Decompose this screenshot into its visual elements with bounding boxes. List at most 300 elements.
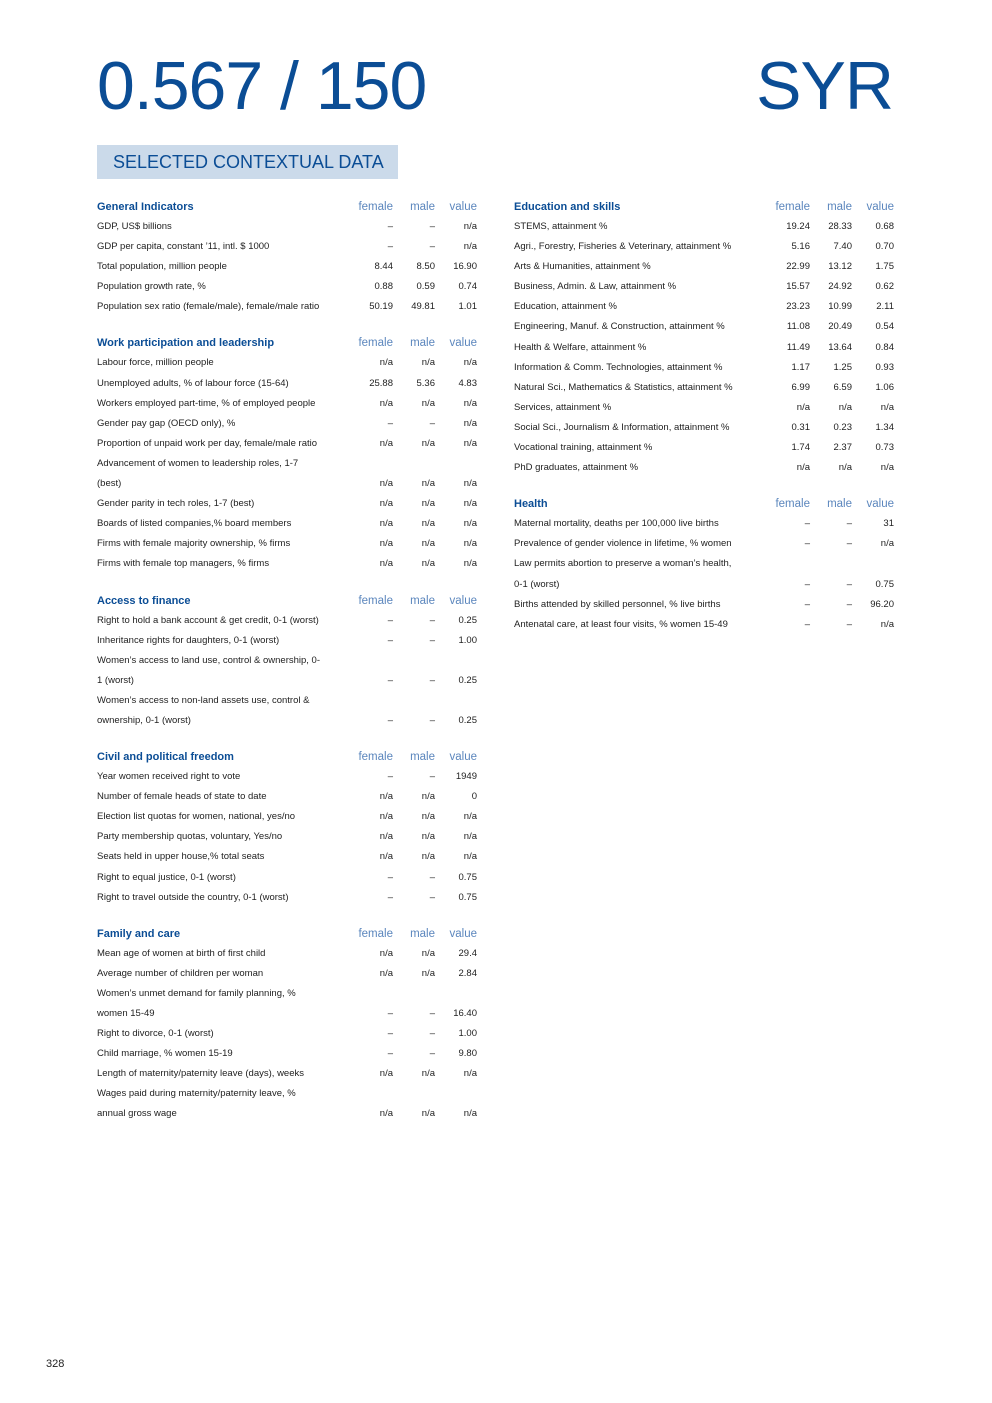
female-value: n/a (379, 538, 393, 550)
overall-value: 0 (471, 791, 477, 803)
male-value: – (429, 1048, 435, 1060)
overall-value: n/a (880, 462, 894, 474)
country-code: SYR (756, 48, 893, 124)
female-value: – (387, 1048, 393, 1060)
overall-value: 0.25 (458, 674, 477, 686)
male-value: 1.25 (833, 361, 852, 373)
overall-value: 0.25 (458, 614, 477, 626)
column-header: female (358, 751, 393, 764)
male-value: n/a (421, 791, 435, 803)
female-value: 8.44 (374, 261, 393, 273)
overall-value: n/a (463, 437, 477, 449)
male-value: – (429, 771, 435, 783)
female-value: n/a (379, 498, 393, 510)
section-header (514, 197, 894, 217)
male-value: 28.33 (828, 221, 852, 232)
section-header (97, 747, 477, 767)
table-row (97, 414, 477, 434)
overall-value: 0.75 (458, 891, 477, 903)
female-value: – (387, 771, 393, 783)
row-label: Births attended by skilled personnel, % live births (514, 598, 721, 610)
table-row (97, 631, 477, 651)
male-value: 6.59 (833, 381, 852, 393)
table-row (97, 1104, 477, 1124)
data-section (97, 197, 477, 317)
female-value: – (387, 714, 393, 726)
column-header: male (410, 751, 435, 764)
female-value: – (387, 674, 393, 686)
overall-value: 16.90 (453, 261, 477, 273)
male-value: – (846, 518, 852, 530)
table-row (514, 514, 894, 534)
row-label: annual gross wage (97, 1108, 177, 1120)
section-title: Education and skills (514, 201, 621, 213)
table-row (514, 615, 894, 635)
row-label: Firms with female top managers, % firms (97, 558, 270, 570)
male-value: n/a (421, 357, 435, 369)
female-value: – (804, 598, 810, 610)
overall-value: n/a (463, 397, 477, 409)
table-row (97, 514, 477, 534)
male-value: 13.64 (828, 341, 852, 353)
column-header: female (358, 337, 393, 350)
row-label: Seats held in upper house,% total seats (97, 851, 265, 863)
row-label: Business, Admin. & Law, attainment % (514, 281, 677, 293)
row-label: Boards of listed companies,% board members (97, 518, 292, 530)
row-label: Workers employed part-time, % of employed people (97, 397, 316, 409)
female-value: – (387, 241, 393, 253)
row-label: Natural Sci., Mathematics & Statistics, attainment % (514, 381, 733, 393)
column-header: female (358, 927, 393, 940)
male-value: 13.12 (828, 261, 852, 273)
table-row (514, 317, 894, 337)
table-row (514, 338, 894, 358)
row-label: Health & Welfare, attainment % (514, 341, 647, 353)
page-number: 328 (46, 1358, 65, 1370)
row-label: Population growth rate, % (97, 281, 206, 293)
row-label: (best) (97, 478, 122, 490)
table-row (97, 1024, 477, 1044)
row-label: Vocational training, attainment % (514, 442, 653, 454)
table-row (97, 353, 477, 373)
overall-value: n/a (463, 538, 477, 550)
female-value: n/a (379, 967, 393, 979)
column-header: value (449, 337, 477, 350)
table-row (97, 1084, 477, 1104)
overall-value: 2.84 (458, 967, 477, 979)
female-value: n/a (379, 357, 393, 369)
table-row (97, 651, 477, 671)
female-value: n/a (379, 558, 393, 570)
overall-value: n/a (463, 831, 477, 843)
column-header: female (358, 594, 393, 607)
overall-value: 4.83 (458, 377, 477, 389)
male-value: n/a (421, 1108, 435, 1120)
row-label: Child marriage, % women 15-19 (97, 1048, 233, 1060)
male-value: n/a (421, 518, 435, 530)
female-value: n/a (379, 1108, 393, 1120)
section-header (97, 591, 477, 611)
overall-value: 1.75 (875, 261, 894, 273)
table-row (514, 237, 894, 257)
table-row (97, 1064, 477, 1084)
table-row (514, 257, 894, 277)
section-title: Health (514, 498, 548, 511)
table-row (97, 964, 477, 984)
row-label: Right to equal justice, 0-1 (worst) (97, 871, 236, 883)
row-label: Gender pay gap (OECD only), % (97, 417, 236, 429)
section-header (514, 494, 894, 514)
row-label: Year women received right to vote (97, 771, 241, 783)
left-column (97, 197, 477, 1141)
female-value: – (804, 618, 810, 630)
male-value: n/a (421, 811, 435, 823)
female-value: 0.31 (791, 421, 810, 433)
overall-value: n/a (463, 478, 477, 490)
table-row (97, 787, 477, 807)
overall-value: 0.70 (875, 241, 894, 253)
overall-value: 1.06 (875, 381, 894, 393)
row-label: ownership, 0-1 (worst) (97, 714, 191, 726)
overall-value: 0.74 (458, 281, 477, 293)
row-label: Election list quotas for women, national, yes/no (97, 811, 296, 823)
male-value: n/a (421, 831, 435, 843)
row-label: Women’s access to non-land assets use, control & (97, 694, 310, 706)
male-value: 8.50 (416, 261, 435, 273)
overall-value: 96.20 (870, 598, 894, 610)
table-row (97, 807, 477, 827)
data-section (514, 494, 894, 635)
female-value: n/a (379, 791, 393, 803)
table-row (97, 671, 477, 691)
row-label: GDP, US$ billions (97, 221, 172, 232)
male-value: – (846, 618, 852, 630)
row-label: Advancement of women to leadership roles, 1-7 (97, 457, 299, 469)
table-row (97, 868, 477, 888)
male-value: 10.99 (828, 301, 852, 313)
female-value: 19.24 (786, 221, 810, 232)
male-value: 24.92 (828, 281, 852, 293)
female-value: n/a (796, 401, 810, 413)
male-value: – (846, 598, 852, 610)
overall-value: 16.40 (453, 1008, 477, 1019)
overall-value: 0.68 (875, 221, 894, 232)
male-value: n/a (421, 498, 435, 510)
female-value: 0.88 (374, 281, 393, 293)
row-label: Engineering, Manuf. & Construction, attainment % (514, 321, 725, 333)
section-title: Access to finance (97, 594, 191, 607)
table-row (97, 534, 477, 554)
male-value: – (429, 634, 435, 646)
overall-value: n/a (463, 498, 477, 510)
row-label: Information & Comm. Technologies, attainment % (514, 361, 723, 373)
female-value: 23.23 (786, 301, 810, 313)
female-value: 11.08 (786, 321, 810, 333)
table-row (514, 297, 894, 317)
male-value: 7.40 (833, 241, 852, 253)
row-label: Proportion of unpaid work per day, female/male ratio (97, 437, 318, 449)
male-value: 2.37 (833, 442, 852, 454)
table-row (514, 438, 894, 458)
row-label: Party membership quotas, voluntary, Yes/no (97, 831, 283, 843)
column-header: male (827, 201, 852, 213)
section-title: Civil and political freedom (97, 751, 234, 764)
table-row (514, 418, 894, 438)
male-value: n/a (421, 437, 435, 449)
overall-value: 0.93 (875, 361, 894, 373)
overall-value: 0.84 (875, 341, 894, 353)
row-label: PhD graduates, attainment % (514, 462, 639, 474)
row-label: STEMS, attainment % (514, 221, 608, 232)
row-label: Firms with female majority ownership, % firms (97, 538, 291, 550)
overall-value: n/a (463, 851, 477, 863)
female-value: n/a (796, 462, 810, 474)
overall-value: 9.80 (458, 1048, 477, 1060)
overall-value: n/a (463, 558, 477, 570)
row-label: Law permits abortion to preserve a woman’s health, (514, 558, 732, 570)
overall-value: 0.75 (458, 871, 477, 883)
row-label: Social Sci., Journalism & Information, attainment % (514, 421, 730, 433)
female-value: n/a (379, 831, 393, 843)
table-row (514, 378, 894, 398)
table-row (97, 847, 477, 867)
male-value: n/a (421, 947, 435, 959)
section-title: Work participation and leadership (97, 337, 275, 350)
row-label: Unemployed adults, % of labour force (15-64) (97, 377, 289, 389)
row-label: Average number of children per woman (97, 967, 264, 979)
row-label: Antenatal care, at least four visits, % women 15-49 (514, 618, 728, 630)
overall-value: n/a (463, 518, 477, 530)
table-row (514, 458, 894, 478)
table-row (514, 554, 894, 574)
row-label: GDP per capita, constant ’11, intl. $ 1000 (97, 241, 270, 253)
row-label: Length of maternity/paternity leave (days), weeks (97, 1068, 304, 1080)
female-value: – (804, 518, 810, 530)
row-label: Services, attainment % (514, 401, 612, 413)
row-label: Labour force, million people (97, 357, 214, 369)
table-row (514, 277, 894, 297)
table-row (97, 1044, 477, 1064)
data-section (97, 924, 477, 1125)
column-header: value (866, 201, 894, 213)
male-value: 0.23 (833, 421, 852, 433)
table-row (97, 474, 477, 494)
female-value: 11.49 (786, 341, 810, 353)
female-value: 1.74 (791, 442, 810, 454)
male-value: – (846, 578, 852, 590)
male-value: – (846, 538, 852, 550)
overall-value: n/a (463, 417, 477, 429)
male-value: – (429, 674, 435, 686)
male-value: 5.36 (416, 377, 435, 389)
table-row (97, 277, 477, 297)
row-label: Total population, million people (97, 261, 227, 273)
male-value: 49.81 (411, 301, 435, 313)
female-value: n/a (379, 811, 393, 823)
overall-value: n/a (463, 811, 477, 823)
column-header: male (410, 201, 435, 213)
column-header: female (358, 201, 393, 213)
column-header: male (410, 927, 435, 940)
table-row (97, 217, 477, 237)
male-value: – (429, 241, 435, 253)
table-row (97, 827, 477, 847)
table-row (97, 944, 477, 964)
table-row (97, 691, 477, 711)
overall-value: 1.34 (875, 421, 894, 433)
female-value: 6.99 (791, 381, 810, 393)
data-section (97, 591, 477, 732)
female-value: 15.57 (786, 281, 810, 293)
female-value: 5.16 (791, 241, 810, 253)
column-header: value (449, 594, 477, 607)
table-row (97, 767, 477, 787)
overall-value: n/a (880, 401, 894, 413)
table-row (97, 888, 477, 908)
row-label: 0-1 (worst) (514, 578, 560, 590)
table-row (97, 711, 477, 731)
overall-value: 1.00 (458, 1028, 477, 1040)
male-value: – (429, 221, 435, 232)
table-row (97, 237, 477, 257)
column-header: female (775, 201, 810, 213)
female-value: – (387, 1028, 393, 1040)
male-value: n/a (421, 851, 435, 863)
female-value: – (387, 417, 393, 429)
row-label: Mean age of women at birth of first child (97, 947, 266, 959)
female-value: n/a (379, 947, 393, 959)
female-value: n/a (379, 478, 393, 490)
column-header: value (449, 927, 477, 940)
overall-value: 1.01 (458, 301, 477, 313)
overall-value: 2.11 (876, 301, 894, 313)
row-label: Women’s access to land use, control & ownership, 0- (97, 654, 321, 666)
overall-value: 31 (883, 518, 894, 530)
female-value: n/a (379, 518, 393, 530)
overall-value: 0.62 (875, 281, 894, 293)
overall-value: 0.25 (458, 714, 477, 726)
table-row (514, 217, 894, 237)
overall-value: 0.54 (875, 321, 894, 333)
female-value: – (387, 614, 393, 626)
female-value: n/a (379, 851, 393, 863)
overall-value: n/a (463, 1108, 477, 1120)
male-value: – (429, 891, 435, 903)
right-column (514, 197, 894, 651)
data-section (514, 197, 894, 478)
row-label: Inheritance rights for daughters, 0-1 (worst) (97, 634, 280, 646)
female-value: – (387, 891, 393, 903)
column-header: male (410, 337, 435, 350)
row-label: 1 (worst) (97, 674, 134, 686)
column-header: male (410, 594, 435, 607)
data-section (97, 333, 477, 574)
row-label: Maternal mortality, deaths per 100,000 live births (514, 518, 719, 530)
table-row (97, 611, 477, 631)
index-score: 0.567 / 150 (97, 48, 427, 124)
male-value: n/a (421, 478, 435, 490)
table-row (514, 575, 894, 595)
section-title: Family and care (97, 927, 181, 940)
male-value: n/a (421, 558, 435, 570)
female-value: – (804, 578, 810, 590)
female-value: n/a (379, 1068, 393, 1080)
male-value: – (429, 614, 435, 626)
female-value: n/a (379, 437, 393, 449)
overall-value: 0.73 (875, 442, 894, 454)
male-value: 0.59 (416, 281, 435, 293)
table-row (97, 984, 477, 1004)
female-value: – (387, 871, 393, 883)
table-row (514, 595, 894, 615)
female-value: – (387, 634, 393, 646)
table-row (97, 394, 477, 414)
male-value: n/a (421, 538, 435, 550)
table-row (97, 434, 477, 454)
table-row (97, 374, 477, 394)
section-header (97, 197, 477, 217)
overall-value: 1.00 (458, 634, 477, 646)
row-label: Education, attainment % (514, 301, 617, 313)
row-label: Right to travel outside the country, 0-1 (worst) (97, 891, 289, 903)
section-header (97, 333, 477, 353)
overall-value: n/a (463, 221, 477, 232)
table-row (97, 554, 477, 574)
row-label: Population sex ratio (female/male), female/male ratio (97, 301, 320, 313)
male-value: n/a (421, 1068, 435, 1080)
female-value: 25.88 (369, 377, 393, 389)
column-header: value (449, 201, 477, 213)
table-row (514, 398, 894, 418)
row-label: Wages paid during maternity/paternity leave, % (97, 1088, 296, 1100)
row-label: Arts & Humanities, attainment % (514, 261, 651, 273)
male-value: n/a (421, 397, 435, 409)
overall-value: n/a (880, 538, 894, 550)
overall-value: n/a (463, 241, 477, 253)
table-row (97, 454, 477, 474)
table-row (97, 297, 477, 317)
male-value: – (429, 714, 435, 726)
male-value: – (429, 417, 435, 429)
row-label: Gender parity in tech roles, 1-7 (best) (97, 498, 255, 510)
data-section (97, 747, 477, 908)
male-value: 20.49 (828, 321, 852, 333)
female-value: n/a (379, 397, 393, 409)
table-row (97, 257, 477, 277)
male-value: n/a (838, 462, 852, 474)
column-header: female (775, 498, 810, 511)
overall-value: n/a (463, 1068, 477, 1080)
female-value: 50.19 (369, 301, 393, 313)
column-header: value (866, 498, 894, 511)
row-label: Agri., Forestry, Fisheries & Veterinary, attainment % (514, 241, 732, 253)
row-label: Prevalence of gender violence in lifetime, % women (514, 538, 732, 550)
overall-value: 0.75 (875, 578, 894, 590)
section-header (97, 924, 477, 944)
row-label: Women’s unmet demand for family planning, % (97, 987, 296, 999)
row-label: Right to hold a bank account & get credit, 0-1 (worst) (97, 614, 319, 626)
column-header: male (827, 498, 852, 511)
table-row (97, 1004, 477, 1024)
row-label: women 15-49 (97, 1008, 155, 1019)
table-row (514, 534, 894, 554)
female-value: 22.99 (786, 261, 810, 273)
female-value: – (387, 221, 393, 232)
male-value: n/a (421, 967, 435, 979)
female-value: – (387, 1008, 393, 1019)
section-banner: SELECTED CONTEXTUAL DATA (97, 145, 398, 179)
table-row (97, 494, 477, 514)
